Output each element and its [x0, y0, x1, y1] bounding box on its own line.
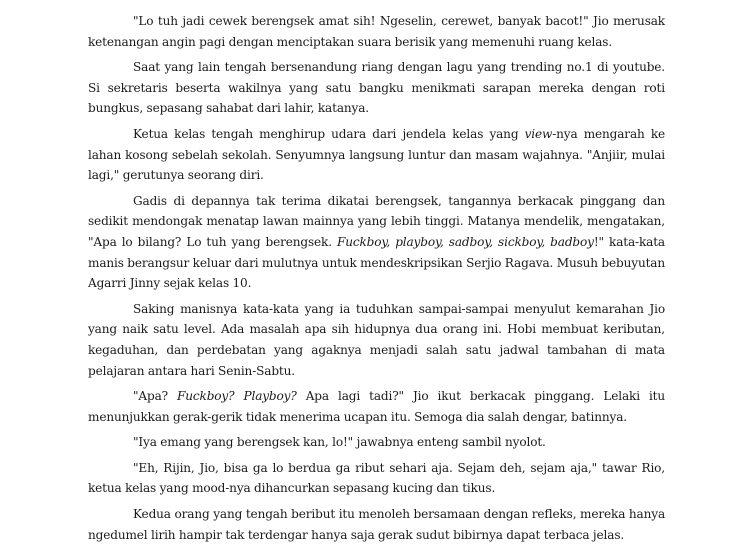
paragraph-3	[88, 124, 665, 186]
paragraph-5	[88, 299, 665, 381]
paragraph-1	[88, 11, 665, 52]
paragraph-6	[88, 386, 665, 427]
paragraph-3-text-b: -nya mengarah ke lahan kosong sebelah sekolah. Senyumnya langsung luntur dan masam wajahnya. "Anjiir, mulai lagi," gerutunya seorang diri.	[88, 126, 666, 183]
paragraph-6-text-a: "Apa?	[133, 389, 178, 404]
paragraph-4-text-a: Gadis di depannya tak terima dikatai berengsek, tangannya berkacak pinggang dan sedikit mendongak menatap lawan mainnya yang lebih tinggi. Matanya mendelik, mengatakan, "Apa lo bilang? Lo tuh yang berengsek.	[88, 193, 665, 249]
paragraph-8-text: "Eh, Rijin, Jio, bisa ga lo berdua ga ribut sehari aja. Sejam deh, sejam aja," tawar Rio, ketua kelas yang mood-nya dihancurkan sepasang kucing dan tikus.	[88, 460, 665, 496]
paragraph-9	[88, 504, 665, 545]
paragraph-3-italic-view: view	[524, 126, 553, 141]
paragraph-2	[88, 57, 665, 119]
paragraph-4	[88, 191, 665, 294]
paragraph-6-text-b: Apa lagi tadi?" Jio ikut berkacak pinggang. Lelaki itu menunjukkan gerak-gerik tidak menerima ucapan itu. Semoga dia salah dengar, batinnya.	[88, 389, 666, 424]
paragraph-1-text: "Lo tuh jadi cewek berengsek amat sih! Ngeselin, cerewet, banyak bacot!" Jio merusak ketenangan angin pagi dengan menciptakan suara berisik yang memenuhi ruang kelas.	[88, 14, 665, 49]
paragraph-7	[88, 432, 665, 453]
paragraph-2-text: Saat yang lain tengah bersenandung riang dengan lagu yang trending no.1 di youtube. Si sekretaris beserta wakilnya yang satu bangku menikmati sarapan mereka dengan roti bungkus, sepasang sahabat dari lahir, katanya.	[88, 60, 665, 116]
paragraph-3-text-a: Ketua kelas tengah menghirup udara dari jendela kelas yang	[133, 126, 525, 141]
paragraph-4-text-b: !" kata-kata manis berangsur keluar dari mulutnya untuk mendeskripsikan Serjio Ragava. Musuh bebuyutan Agarri Jinny sejak kelas 10.	[88, 234, 665, 291]
paragraph-8	[88, 458, 665, 499]
paragraph-9-text: Kedua orang yang tengah beribut itu menoleh bersamaan dengan refleks, mereka hanya ngedumel lirih hampir tak terdengar hanya saja gerak sudut bibirnya dapat terbaca jelas.	[88, 507, 665, 542]
paragraph-7-text: "Iya emang yang berengsek kan, lo!" jawabnya enteng sambil nyolot.	[133, 435, 546, 450]
paragraph-4-italic-boys: Fuckboy, playboy, sadboy, sickboy, badboy	[336, 234, 594, 249]
document-page	[88, 11, 665, 550]
paragraph-6-italic-boys: Fuckboy? Playboy?	[177, 389, 297, 404]
paragraph-5-text: Saking manisnya kata-kata yang ia tuduhkan sampai-sampai menyulut kemarahan Jio yang naik satu level. Ada masalah apa sih hidupnya dua orang ini. Hobi membuat keributan, kegaduhan, dan perdebatan yang agaknya menjadi salah satu jadwal tambahan di mata pelajaran antara hari Senin-Sabtu.	[88, 301, 665, 378]
